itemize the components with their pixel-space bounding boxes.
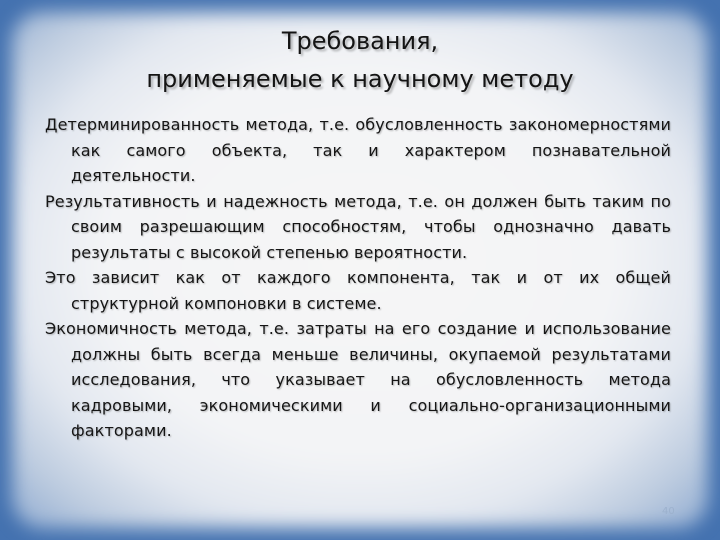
paragraph-lead: Экономичность метода — [45, 319, 247, 338]
paragraph-reliability — [45, 189, 671, 266]
slide-title — [60, 22, 660, 98]
title-line-1: Требования, — [281, 27, 439, 55]
title-line-2: применяемые к научному методу — [146, 65, 574, 93]
paragraph-lead: Детерминированность метода — [45, 115, 309, 134]
paragraph-economy — [45, 316, 671, 444]
slide-body — [45, 112, 671, 444]
paragraph-text: , т.е. он должен быть таким по своим разрешающим способностям, чтобы однозначно давать результаты с высокой степенью вероятности. — [71, 191, 671, 262]
paragraph-text: , т.е. обусловленность закономерностями как самого объекта, так и характером познавательной деятельности. — [71, 115, 671, 185]
slide-number: 40 — [662, 506, 675, 517]
paragraph-text: , т.е. затраты на его создание и использование должны быть всегда меньше величины, окупаемой результатами исследования, что указывает на обусловленность метода кадровыми, экономическими и социально-организационными факторами. — [71, 319, 671, 440]
paragraph-lead: Результативность и надежность метода — [45, 191, 397, 211]
paragraph-dependency — [45, 265, 671, 316]
paragraph-text: Это зависит как от каждого компонента, так и от их общей структурной компоновки в системе. — [45, 268, 671, 313]
paragraph-determinism — [45, 112, 671, 189]
